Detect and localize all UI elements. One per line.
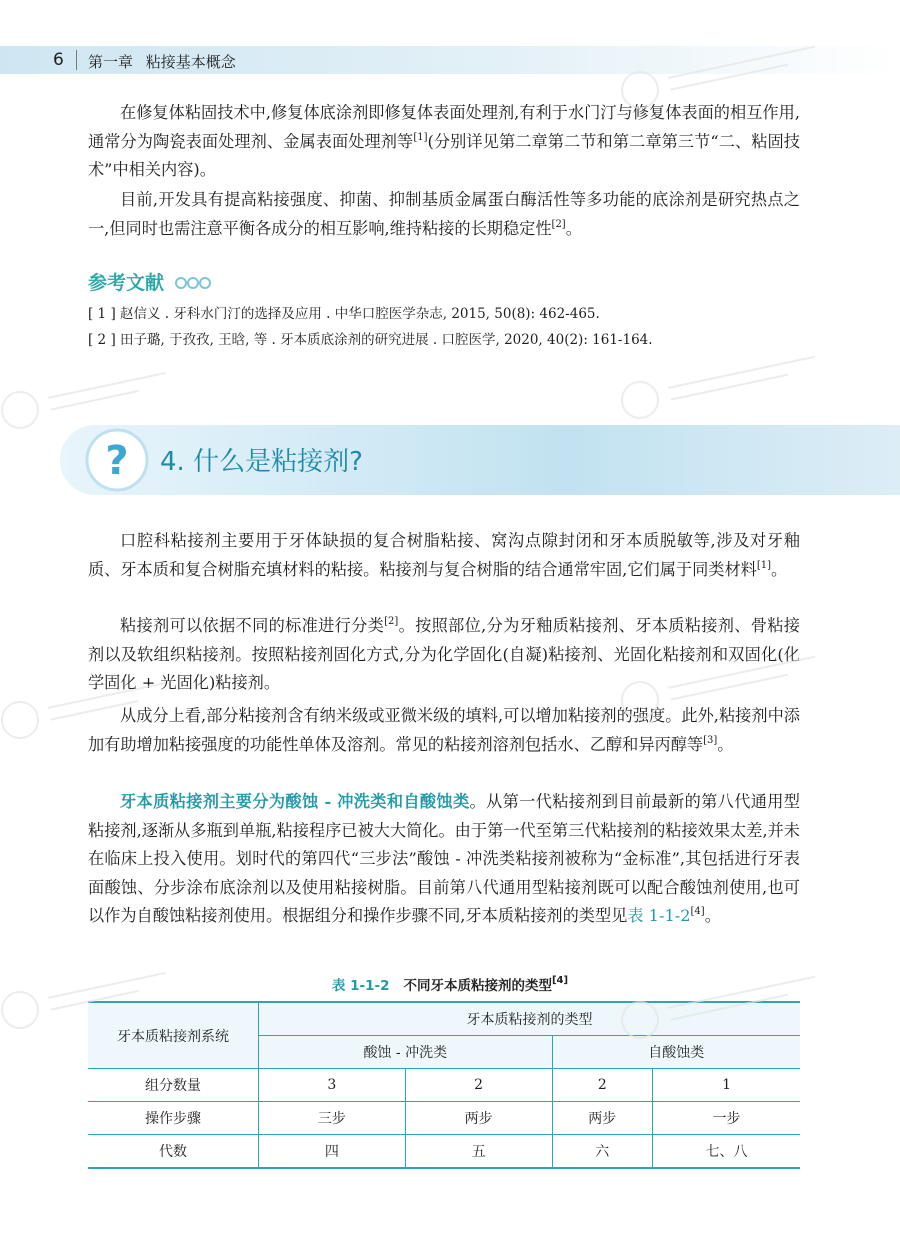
running-head: [88, 51, 236, 72]
page-number: 6: [53, 50, 64, 70]
table-row: [88, 1069, 800, 1102]
table-header-cell: 酸蚀 - 冲洗类: [259, 1036, 553, 1069]
table-cell: 3: [259, 1069, 406, 1102]
table-number: 表 1-1-2: [331, 978, 390, 994]
table-cell: 四: [259, 1135, 406, 1169]
reference-item: [ 1 ] 赵信义 . 牙科水门汀的选择及应用 . 中华口腔医学杂志, 2015, 50(8): 462-465.: [88, 306, 600, 322]
question-mark-icon: [85, 428, 149, 492]
question-title: 4. 什么是粘接剂?: [160, 447, 363, 477]
table-cell: 五: [405, 1135, 552, 1169]
table-caption: [0, 974, 900, 994]
table-cell: 七、八: [653, 1135, 800, 1169]
citation: [2]: [384, 616, 399, 627]
table-header-cell: 牙本质粘接剂的类型: [259, 1002, 801, 1036]
table-header-cell: 牙本质粘接剂系统: [88, 1002, 259, 1069]
table-row-label: 组分数量: [88, 1069, 259, 1102]
citation: [4]: [690, 906, 705, 917]
table-cell: 1: [653, 1069, 800, 1102]
table-cell: 三步: [259, 1102, 406, 1135]
table-header-row: [88, 1002, 800, 1036]
table-cell: 两步: [552, 1102, 653, 1135]
paragraph-primer-research: 目前,开发具有提高粘接强度、抑菌、抑制基质金属蛋白酶活性等多功能的底涂剂是研究热点之一,但同时也需注意平衡各成分的相互影响,维持粘接的长期稳定性[2]。: [88, 190, 800, 238]
citation: [1]: [413, 131, 428, 143]
paragraph-adhesive-classification: 粘接剂可以依据不同的标准进行分类[2]。按照部位,分为牙釉质粘接剂、牙本质粘接剂、骨粘接剂以及软组织粘接剂。按照粘接剂固化方式,分为化学固化(自凝)粘接剂、光固化粘接剂和双固化(化学固化 + 光固化)粘接剂。: [88, 616, 800, 692]
key-statement: 牙本质粘接剂主要分为酸蚀 - 冲洗类和自酸蚀类: [120, 792, 470, 811]
citation: [1]: [756, 559, 772, 571]
table-row-label: 代数: [88, 1135, 259, 1169]
chapter-title: 粘接基本概念: [145, 53, 236, 71]
header-divider: [76, 50, 77, 70]
table-row-label: 操作步骤: [88, 1102, 259, 1135]
table-title: 不同牙本质粘接剂的类型: [403, 978, 552, 994]
references-heading: 参考文献: [88, 272, 165, 294]
table-row: [88, 1135, 800, 1169]
paragraph-adhesive-definition: 口腔科粘接剂主要用于牙体缺损的复合树脂粘接、窝沟点隙封闭和牙本质脱敏等,涉及对牙釉质、牙本质和复合树脂充填材料的粘接。粘接剂与复合树脂的结合通常牢固,它们属于同类材料[1]。: [88, 531, 800, 579]
table-header-cell: 自酸蚀类: [552, 1036, 800, 1069]
rings-ornament-icon: [174, 276, 214, 290]
table-cell: 两步: [405, 1102, 552, 1135]
reference-item: [ 2 ] 田子璐, 于孜孜, 王晗, 等 . 牙本质底涂剂的研究进展 . 口腔医学, 2020, 40(2): 161-164.: [88, 332, 653, 348]
chapter-number: 第一章: [88, 53, 134, 71]
table-cell: 六: [552, 1135, 653, 1169]
table-row: [88, 1102, 800, 1135]
paragraph-primer-types: 在修复体粘固技术中,修复体底涂剂即修复体表面处理剂,有利于水门汀与修复体表面的相互作用,通常分为陶瓷表面处理剂、金属表面处理剂等[1](分别详见第二章第二节和第二章第三节“二、粘固技术”中相关内容)。: [88, 103, 800, 179]
citation: [3]: [703, 734, 718, 746]
adhesive-types-table: [88, 1001, 800, 1169]
citation: [2]: [551, 218, 566, 230]
paragraph-adhesive-composition: 从成分上看,部分粘接剂含有纳米级或亚微米级的填料,可以增加粘接剂的强度。此外,粘接剂中添加有助增加粘接强度的功能性单体及溶剂。常见的粘接剂溶剂包括水、乙醇和异丙醇等[3]。: [88, 706, 800, 754]
paragraph-dentin-adhesive-types: 牙本质粘接剂主要分为酸蚀 - 冲洗类和自酸蚀类。从第一代粘接剂到目前最新的第八代通用型粘接剂,逐渐从多瓶到单瓶,粘接程序已被大大简化。由于第一代至第三代粘接剂的粘接效果太差,并未在临床上投入使用。划时代的第四代“三步法”酸蚀 - 冲洗类粘接剂被称为“金标准”,其包括进行牙表面酸蚀、分步涂布底涂剂以及使用粘接树脂。目前第八代通用型粘接剂既可以配合酸蚀剂使用,也可以作为自酸蚀粘接剂使用。根据组分和操作步骤不同,牙本质粘接剂的类型见表 1-1-2[4]。: [88, 792, 800, 925]
table-cell: 2: [405, 1069, 552, 1102]
citation: [4]: [551, 975, 569, 986]
table-reference-link[interactable]: 表 1-1-2: [627, 906, 691, 925]
svg-text:?: ?: [105, 438, 129, 484]
table-cell: 2: [552, 1069, 653, 1102]
table-cell: 一步: [653, 1102, 800, 1135]
